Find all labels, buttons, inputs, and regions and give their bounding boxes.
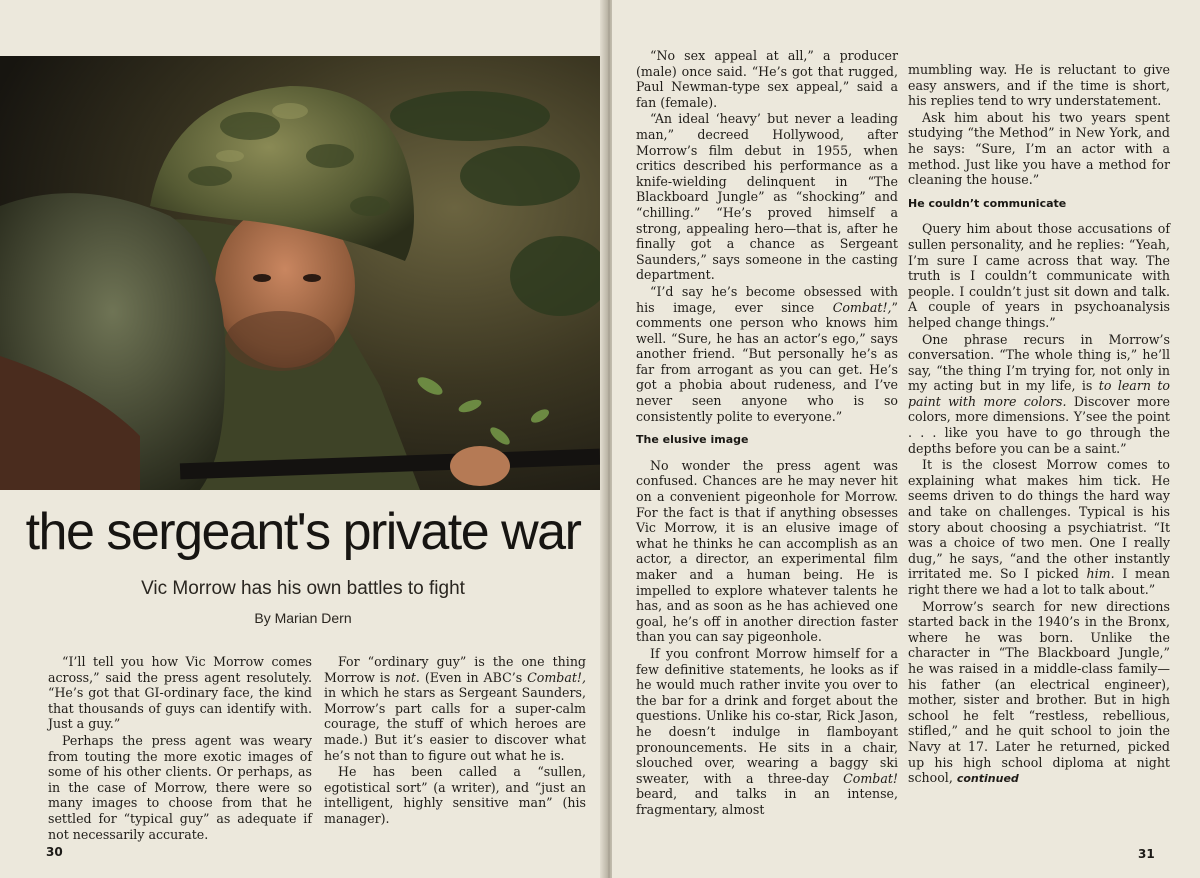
paragraph: “No sex appeal at all,” a producer (male) once said. “He’s got that rugged, Paul Newman-type sex appeal,” said a fan (female).	[636, 48, 898, 110]
paragraph: No wonder the press agent was confused. Chances are he may never hit on a convenient pigeonhole for Morrow. For the fact is that if anything obsesses Vic Morrow, it is an elusive image of what he thinks he can accomplish as an actor, a director, an experimental film maker and a human being. He is impelled to explore whatever talents he has, and as soon as he has achieved one goal, he’s off in another direction faster than you can say pigeonhole.	[636, 457, 898, 645]
article-byline: By Marian Dern	[254, 610, 352, 626]
page-number: 30	[46, 845, 63, 859]
section-heading: The elusive image	[636, 433, 749, 447]
continued-marker: continued	[956, 772, 1019, 786]
paragraph: Query him about those accusations of sullen personality, and he replies: “Yeah, I’m sure I came across that way. The truth is I couldn’t communicate with people. I couldn’t just sit down and talk. A couple of years in psychoanalysis helped change things.”	[908, 221, 1170, 330]
paragraph: “An ideal ‘heavy’ but never a leading man,” decreed Hollywood, after Morrow’s film debut in 1955, when critics described his performance as a knife-wielding delinquent in “The Blackboard Jungle” as “shocking” and “chilling.” “He’s proved himself a strong, appealing hero—that is, after he finally got a chance as Sergeant Saunders,” says someone in the casting department.	[636, 111, 898, 283]
right-page	[612, 0, 1200, 878]
paragraph: “I’ll tell you how Vic Morrow comes across,” said the press agent resolutely. “He’s got that GI-ordinary face, the kind that thousands of guys can identify with. Just a guy.”	[48, 654, 312, 732]
soldier-photo-illustration	[0, 56, 606, 490]
paragraph: Morrow’s search for new directions started back in the 1940’s in the Bronx, where he was born. Unlike the character in “The Blackboard Jungle,” he was raised in a middle-class family—his father (an electrical engineer), mother, sister and brother. But in high school he felt “restless, rebellious, stifled,” and he quit school to join the Navy at 17. Later he returned, picked up his high school diploma at night school, continued	[908, 598, 1170, 786]
section-heading: He couldn’t communicate	[908, 196, 1067, 210]
article-headline: the sergeant's private war	[25, 503, 581, 561]
page-number: 31	[1138, 847, 1155, 861]
paragraph: Perhaps the press agent was weary from touting the more exotic images of some of his other clients. Or perhaps, as in the case of Morrow, there were so many images to choose from that he settled for “typical guy” as adequate if not necessarily accurate.	[48, 732, 312, 842]
paragraph: He has been called a “sullen, egotistical sort” (a writer), and “just an intelligent, highly sensitive man” (his manager).	[324, 764, 586, 826]
right-column-2	[908, 62, 1170, 788]
paragraph: If you confront Morrow himself for a few definitive statements, he looks as if he would much rather invite you over to the bar for a drink and forget about the questions. Unlike his co-star, Rick Jason, he doesn’t indulge in flamboyant pronouncements. He sits in a chair, slouched over, wearing a baggy ski sweater, with a three-day Combat! beard, and talks in an intense, fragmentary, almost	[636, 645, 898, 817]
article-subhead: Vic Morrow has his own battles to fight	[141, 578, 465, 599]
paragraph: Ask him about his two years spent studying “the Method” in New York, and he says: “Sure, I’m an actor with a method. Just like you have a method for cleaning the house.”	[908, 109, 1170, 188]
paragraph: mumbling way. He is reluctant to give easy answers, and if the time is short, his replies tend to wry understatement.	[908, 62, 1170, 109]
left-column-2	[324, 654, 586, 828]
right-column-1	[636, 48, 898, 819]
left-column-1	[48, 654, 312, 843]
paragraph: “I’d say he’s become obsessed with his image, ever since Combat!,” comments one person who knows him well. “Sure, he has an actor’s ego,” says another friend. “But personally he’s as far from arrogant as you can get. He’s got a phobia about rudeness, and I’ve never seen anyone who is so consistently polite to everyone.”	[636, 283, 898, 424]
soldier-photo	[0, 56, 606, 490]
paragraph: It is the closest Morrow comes to explaining what makes him tick. He seems driven to do things the hard way and take on challenges. Typical is his story about choosing a psychiatrist. “It was a choice of two men. One I really dug,” he says, “and the other instantly irritated me. So I picked him. I mean right there we had a lot to talk about.”	[908, 457, 1170, 597]
paragraph: For “ordinary guy” is the one thing Morrow is not. (Even in ABC’s Combat!, in which he stars as Sergeant Saunders, Morrow’s part calls for a super-calm courage, the stuff of which heroes are made.) But it’s easier to discover what he’s not than to figure out what he is.	[324, 654, 586, 763]
paragraph: One phrase recurs in Morrow’s conversation. “The whole thing is,” he’ll say, “the thing I’m trying for, not only in my acting but in my life, is to learn to paint with more colors. Discover more colors, more dimensions. Y’see the point . . . like you have to go through the depths before you can be a saint.”	[908, 331, 1170, 456]
